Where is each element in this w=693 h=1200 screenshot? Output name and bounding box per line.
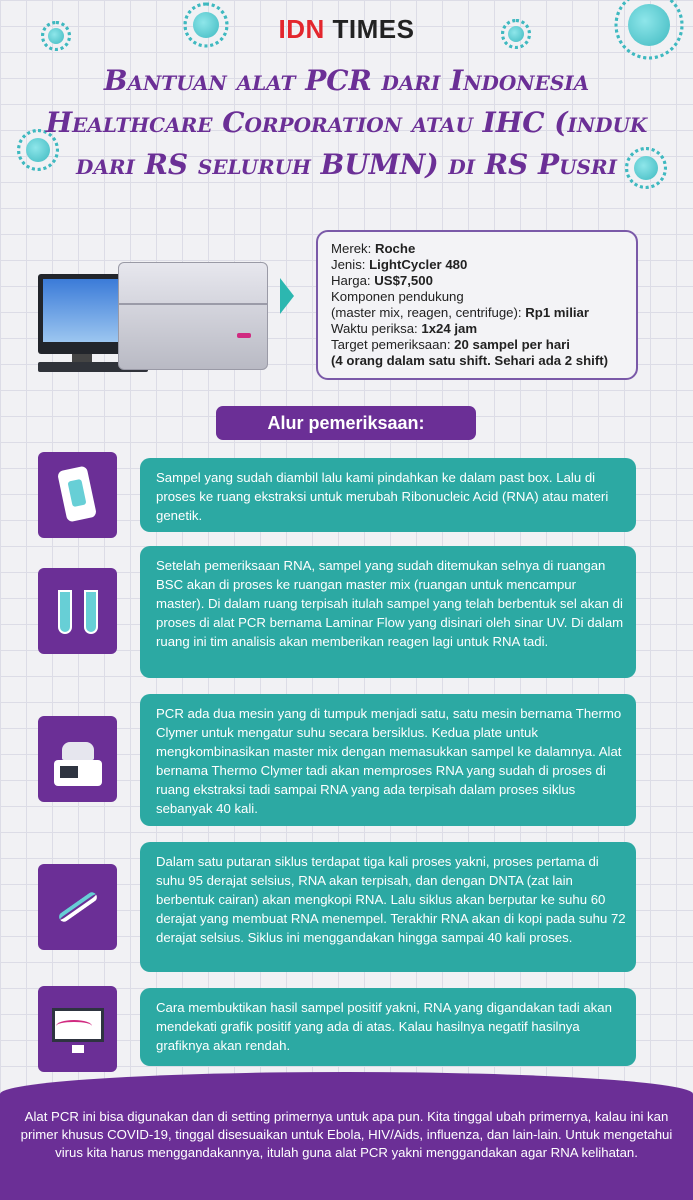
step-text: PCR ada dua mesin yang di tumpuk menjadi satu, satu mesin bernama Thermo Clymer untuk mengatur suhu secara bersiklus. Kedua plate untuk mengkombinasikan master mix dengan memasukkan sampel ke dalamnya. Alat bernama Thermo Clymer tadi akan memproses RNA yang sudah di proses di ruang ekstraksi tadi sampai RNA yang ada terpisah dalam proses siklus sebanyak 40 kali. <box>156 706 622 816</box>
dna-icon <box>38 864 117 950</box>
spec-line: Target pemeriksaan: 20 sampel per hari <box>331 337 570 352</box>
step-text: Cara membuktikan hasil sampel positif yakni, RNA yang digandakan tadi akan mendekati grafik positif yang ada di atas. Kalau hasilnya negatif hasilnya grafiknya akan rendah. <box>156 1000 612 1053</box>
footer-text: Alat PCR ini bisa digunakan dan di setting primernya untuk apa pun. Kita tinggal ubah primernya, kalau ini kan primer khusus COVID-19, tinggal disesuaikan untuk Ebola, HIV/Aids, influenza, dan lain-lain. Untuk mengetahui virus kita harus menggandakannya, itulah guna alat PCR yakni menggandakan agar RNA kelihatan. <box>20 1109 673 1160</box>
spec-line: Merek: Roche <box>331 241 416 256</box>
step-text: Dalam satu putaran siklus terdapat tiga kali proses yakni, proses pertama di suhu 95 derajat selsius, RNA akan terpisah, dan dengan DNTA (zat lain berbentuk cairan) akan mengkopi RNA. Lalu siklus akan berputar ke suhu 60 derajat yang membuat RNA menempel. Terakhir RNA akan di kopi pada suhu 72 derajat selsius. Siklus ini menggandakan hingga sampai 40 kali proses. <box>156 854 626 945</box>
test-tubes-icon <box>38 568 117 654</box>
spec-line: Komponen pendukung <box>331 289 464 304</box>
step-text: Setelah pemeriksaan RNA, sampel yang sudah ditemukan selnya di ruangan BSC akan di proses ke ruangan master mix (ruangan untuk mencampur master). Di dalam ruang terpisah itulah sampel yang telah berbentuk sel akan di proses di alat PCR bernama Laminar Flow yang disinari oleh sinar UV. Di dalam ruang ini tim analisis akan memberikan reagen lagi untuk RNA tadi. <box>156 558 624 649</box>
spec-line: Harga: US$7,500 <box>331 273 433 288</box>
brand-logo <box>0 14 693 45</box>
pcr-machine-illustration <box>34 258 264 378</box>
lightcycler-device <box>118 262 268 370</box>
sample-box-icon <box>38 452 117 538</box>
brand-logo-part1: IDN <box>278 14 325 44</box>
page-title: Bantuan alat PCR dari Indonesia Healthcare Corporation atau IHC (induk dari RS seluruh BUMN) di RS Pusri <box>45 64 648 181</box>
spec-line: (master mix, reagen, centrifuge): Rp1 miliar <box>331 305 589 320</box>
section-label: Alur pemeriksaan: <box>216 406 476 440</box>
chart-monitor-icon <box>38 986 117 1072</box>
step-card <box>140 546 636 678</box>
step-card <box>140 694 636 826</box>
spec-line: Jenis: LightCycler 480 <box>331 257 468 272</box>
step-card <box>140 842 636 972</box>
spec-line: Waktu periksa: 1x24 jam <box>331 321 478 336</box>
spec-line: (4 orang dalam satu shift. Sehari ada 2 shift) <box>331 353 609 368</box>
pcr-machine-icon <box>38 716 117 802</box>
monitor-icon <box>38 274 126 354</box>
specs-box <box>316 230 638 380</box>
brand-logo-part2: TIMES <box>324 14 415 44</box>
arrow-right-icon <box>280 278 294 314</box>
step-card <box>140 988 636 1066</box>
step-text: Sampel yang sudah diambil lalu kami pindahkan ke dalam past box. Lalu di proses ke ruang ekstraksi untuk merubah Ribonucleic Acid (RNA) atau materi genetik. <box>156 470 609 523</box>
step-card <box>140 458 636 532</box>
